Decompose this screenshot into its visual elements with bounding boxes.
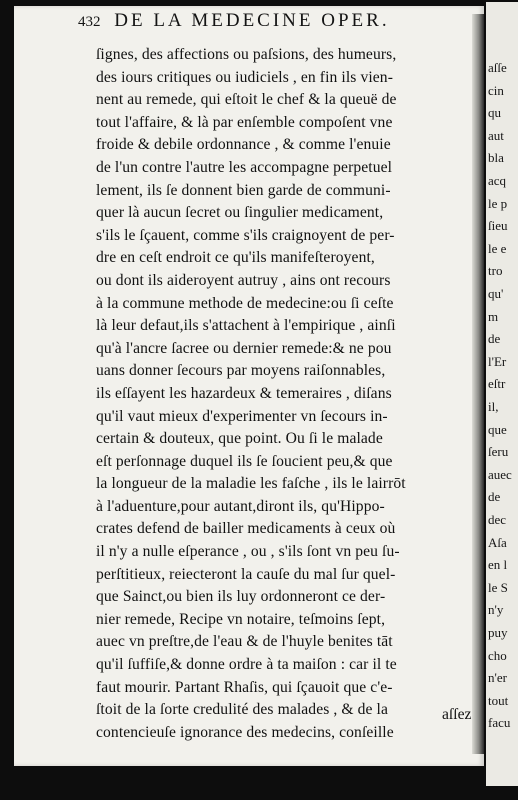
facing-page-fragment: bla: [488, 150, 504, 166]
text-line: nent au remede, qui eſtoit le chef & la queuë de: [96, 91, 397, 109]
text-line: des iours critiques ou iudiciels , en fin ils vien-: [96, 68, 393, 86]
facing-page-edge: [486, 2, 518, 786]
text-line: faut mourir. Partant Rhaſis, qui ſçauoit que c'e-: [96, 678, 393, 696]
text-line: de l'un contre l'autre les accompagne perpetuel: [96, 158, 393, 176]
text-line: qu'il ſuffiſe,& donne ordre à ta maiſon : car il te: [96, 656, 397, 674]
facing-page-fragment: ſeru: [488, 444, 509, 460]
text-line: il n'y a nulle eſperance , ou , s'ils ſont vn peu ſu-: [96, 543, 400, 561]
facing-page-fragment: tout: [488, 692, 509, 708]
book-page: [14, 6, 484, 766]
page-number: 432: [78, 14, 101, 30]
facing-page-fragment: l'Er: [488, 353, 507, 369]
body-text: [96, 44, 476, 744]
facing-page-fragment: Aſa: [488, 534, 507, 550]
facing-page-fragment: eſtr: [488, 376, 506, 392]
facing-page-fragment: acq: [488, 173, 507, 188]
facing-page-fragment: que: [488, 421, 507, 437]
facing-page-fragment: qu': [488, 286, 504, 301]
text-line: qu'à l'ancre ſacree ou dernier remede:& ne pou: [96, 339, 392, 357]
text-line: s'ils le ſçauent, comme s'ils craignoyent de per-: [96, 226, 395, 244]
text-line: là leur defaut,ils s'attachent à l'empirique , ainſi: [96, 317, 396, 335]
facing-page-fragment: de: [488, 489, 501, 505]
text-line: perſtitieux, reiecteront la cauſe du mal ſur quel-: [96, 565, 396, 583]
facing-page-fragment: le S: [488, 579, 508, 595]
text-line: à l'aduenture,pour autant,diront ils, qu'Hippo-: [96, 497, 385, 515]
facing-page-fragment: ſieu: [488, 218, 508, 234]
text-line: à la commune methode de medecine:ou ſi ceſte: [96, 294, 394, 312]
facing-page-fragment: tro: [488, 263, 503, 279]
facing-page-fragment: aſſe: [488, 60, 507, 75]
facing-page-fragment: aut: [488, 127, 504, 143]
facing-page-fragment: auec: [488, 466, 512, 482]
running-header: [78, 10, 482, 32]
facing-page-fragment: n'er: [488, 670, 507, 686]
facing-page-fragment: facu: [488, 715, 511, 731]
text-line: contencieuſe ignorance des medecins, conſeille: [96, 723, 394, 741]
text-line: nier remede, Recipe vn notaire, teſmoins ſept,: [96, 610, 386, 628]
text-line: quer là aucun ſecret ou ſingulier medicament,: [96, 204, 384, 222]
text-line: uans donner ſecours par moyens raiſonnables,: [96, 362, 386, 380]
text-line: tout l'affaire, & là par enſemble compoſent vne: [96, 113, 393, 131]
text-line: que Sainct,ou bien ils luy ordonneront ce der-: [96, 588, 386, 606]
facing-page-fragment: dec: [488, 512, 507, 527]
facing-page-fragment: il,: [488, 399, 499, 414]
catchword: aſſez: [442, 706, 472, 723]
text-line: lement, ils ſe donnent bien garde de communi-: [96, 181, 391, 199]
running-title: DE LA MEDECINE OPER.: [114, 10, 390, 31]
text-line: crates defend de bailler medicaments à ceux où: [96, 520, 396, 538]
facing-page-fragment: m: [488, 308, 499, 324]
facing-page-fragment: le e: [488, 240, 507, 256]
text-line: la longueur de la maladie les faſche , ils le lairrōt: [96, 475, 406, 493]
facing-page-fragment: cin: [488, 82, 504, 98]
facing-page-fragment: qu: [488, 105, 501, 121]
book-gutter: [472, 14, 484, 754]
facing-page-fragment: cho: [488, 647, 507, 663]
text-line: auec vn preſtre,de l'eau & de l'huyle benites tāt: [96, 633, 393, 651]
text-line: eſt perſonnage duquel ils ſe ſoucient peu,& que: [96, 452, 393, 470]
facing-page-fragment: puy: [488, 625, 508, 640]
facing-page-fragment: le p: [488, 195, 508, 211]
text-line: ſignes, des affections ou paſsions, des humeurs,: [96, 46, 397, 63]
text-line: froide & debile ordonnance , & comme l'enuie: [96, 136, 391, 154]
text-line: ils eſſayent les hazardeux & temeraires , diſans: [96, 384, 392, 402]
text-line: dre en ceſt endroit ce qu'ils manifeſteroyent,: [96, 249, 375, 267]
text-line: ſtoit de la ſorte credulité des malades , & de la: [96, 701, 388, 719]
text-line: certain & douteux, que point. Ou ſi le malade: [96, 430, 383, 448]
text-line: ou dont ils aideroyent autruy , ains ont recours: [96, 271, 391, 289]
facing-page-fragment: n'y: [488, 602, 504, 618]
facing-page-fragment: en l: [488, 557, 508, 573]
text-line: qu'il vaut mieux d'experimenter vn ſecours in-: [96, 407, 388, 425]
facing-page-fragment: de: [488, 331, 501, 347]
